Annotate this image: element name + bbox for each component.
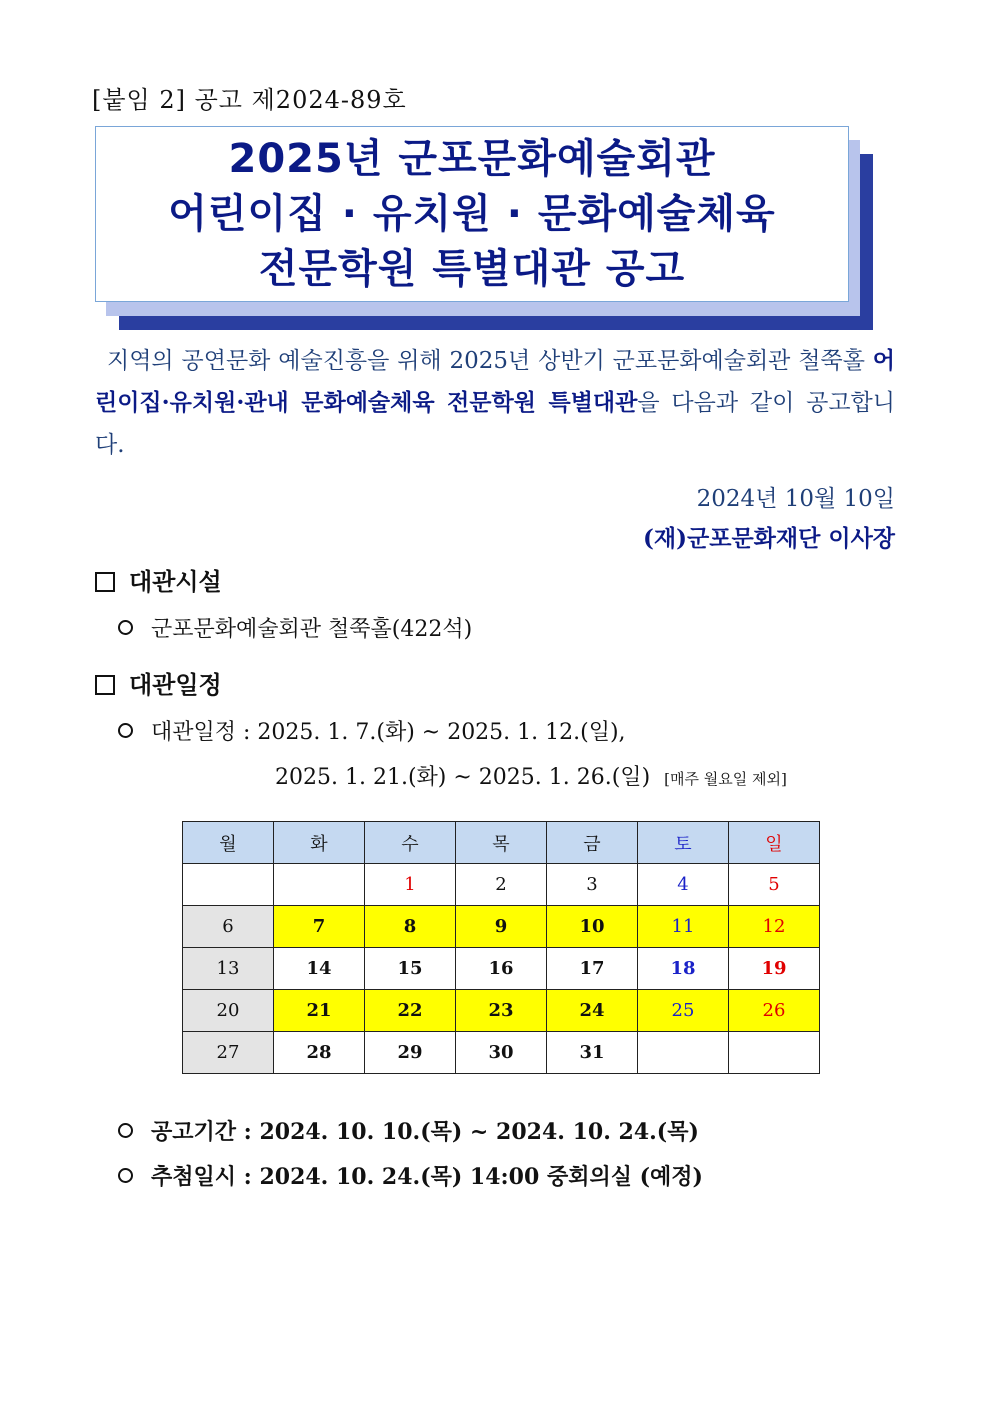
title-line-1: 2025년 군포문화예술회관 [228, 135, 716, 182]
calendar-day-cell: 27 [183, 1032, 274, 1074]
calendar-day-cell-rental: 23 [456, 990, 547, 1032]
calendar-day-cell [183, 864, 274, 906]
calendar-day-cell: 31 [547, 1032, 638, 1074]
calendar-day-cell-rental: 8 [365, 906, 456, 948]
calendar-day-cell: 15 [365, 948, 456, 990]
calendar-day-cell: 30 [456, 1032, 547, 1074]
calendar-header-wed: 수 [365, 822, 456, 864]
calendar-day-cell: 4 [638, 864, 729, 906]
calendar-week-row [183, 948, 820, 990]
circle-bullet-icon [118, 1168, 133, 1183]
signer: (재)군포문화재단 이사장 [643, 525, 895, 552]
calendar-day-cell-rental: 24 [547, 990, 638, 1032]
section-schedule-title: 대관일정 [129, 670, 222, 699]
checkbox-square-icon [95, 675, 115, 695]
section-schedule-heading [95, 665, 222, 700]
calendar-header-mon: 월 [183, 822, 274, 864]
calendar-day-cell-rental: 25 [638, 990, 729, 1032]
calendar-day-cell: 1 [365, 864, 456, 906]
title-line-2: 어린이집 · 유치원 · 문화예술체육 [168, 190, 776, 237]
calendar-day-cell: 19 [729, 948, 820, 990]
attachment-label: [붙임 2] 공고 제2024-89호 [92, 86, 407, 114]
section-facility-title: 대관시설 [129, 567, 222, 596]
calendar-day-cell [729, 1032, 820, 1074]
calendar-day-cell-rental: 7 [274, 906, 365, 948]
calendar-day-cell: 16 [456, 948, 547, 990]
schedule-note: [매주 월요일 제외] [664, 770, 787, 788]
calendar-day-cell: 28 [274, 1032, 365, 1074]
intro-text-2: 을 다음과 같이 공고합니다. [95, 390, 895, 458]
calendar-day-cell: 6 [183, 906, 274, 948]
calendar-day-cell: 3 [547, 864, 638, 906]
intro-text-bold: 어린이집·유치원·관내 문화예술체육 전문학원 특별대관 [95, 347, 895, 416]
calendar-day-cell: 17 [547, 948, 638, 990]
calendar-day-cell-rental: 9 [456, 906, 547, 948]
circle-bullet-icon [118, 620, 133, 635]
calendar-header-sat: 토 [638, 822, 729, 864]
calendar-header-row [183, 822, 820, 864]
circle-bullet-icon [118, 723, 133, 738]
calendar-header-fri: 금 [547, 822, 638, 864]
section-facility-heading [95, 562, 222, 597]
intro-text-1: 지역의 공연문화 예술진흥을 위해 2025년 상반기 군포문화예술회관 철쭉홀 [107, 348, 873, 374]
calendar-day-cell: 18 [638, 948, 729, 990]
lottery-text: 추첨일시 : 2024. 10. 24.(목) 14:00 중회의실 (예정) [151, 1164, 703, 1190]
calendar-day-cell-rental: 21 [274, 990, 365, 1032]
calendar-week-row [183, 864, 820, 906]
calendar-header-thu: 목 [456, 822, 547, 864]
calendar-day-cell [274, 864, 365, 906]
notice-date: 2024년 10월 10일 [696, 486, 895, 512]
schedule-item-second [275, 760, 787, 791]
calendar-day-cell [638, 1032, 729, 1074]
calendar-day-cell-rental: 26 [729, 990, 820, 1032]
calendar-day-cell-rental: 12 [729, 906, 820, 948]
calendar-day-cell-rental: 22 [365, 990, 456, 1032]
schedule-item-line-2: 2025. 1. 21.(화) ~ 2025. 1. 26.(일) [275, 765, 651, 790]
calendar-day-cell: 20 [183, 990, 274, 1032]
facility-item [118, 612, 472, 643]
lottery-item [118, 1160, 703, 1191]
calendar-day-cell-rental: 11 [638, 906, 729, 948]
schedule-item [118, 715, 626, 746]
schedule-item-line-1: 대관일정 : 2025. 1. 7.(화) ~ 2025. 1. 12.(일), [151, 720, 626, 745]
calendar-week-row [183, 1032, 820, 1074]
calendar-day-cell: 13 [183, 948, 274, 990]
notice-period-text: 공고기간 : 2024. 10. 10.(목) ~ 2024. 10. 24.(목) [151, 1119, 699, 1145]
notice-period-item [118, 1115, 699, 1146]
calendar-day-cell: 14 [274, 948, 365, 990]
title-banner [95, 126, 849, 302]
calendar-week-row [183, 906, 820, 948]
calendar-header-tue: 화 [274, 822, 365, 864]
facility-item-text: 군포문화예술회관 철쭉홀(422석) [151, 617, 473, 642]
calendar-week-row [183, 990, 820, 1032]
calendar-day-cell: 5 [729, 864, 820, 906]
calendar-day-cell-rental: 10 [547, 906, 638, 948]
title-line-3: 전문학원 특별대관 공고 [258, 245, 686, 292]
checkbox-square-icon [95, 572, 115, 592]
circle-bullet-icon [118, 1123, 133, 1138]
calendar-table [182, 821, 820, 1074]
calendar-day-cell: 29 [365, 1032, 456, 1074]
calendar-header-sun: 일 [729, 822, 820, 864]
intro-paragraph [95, 340, 895, 466]
calendar-day-cell: 2 [456, 864, 547, 906]
